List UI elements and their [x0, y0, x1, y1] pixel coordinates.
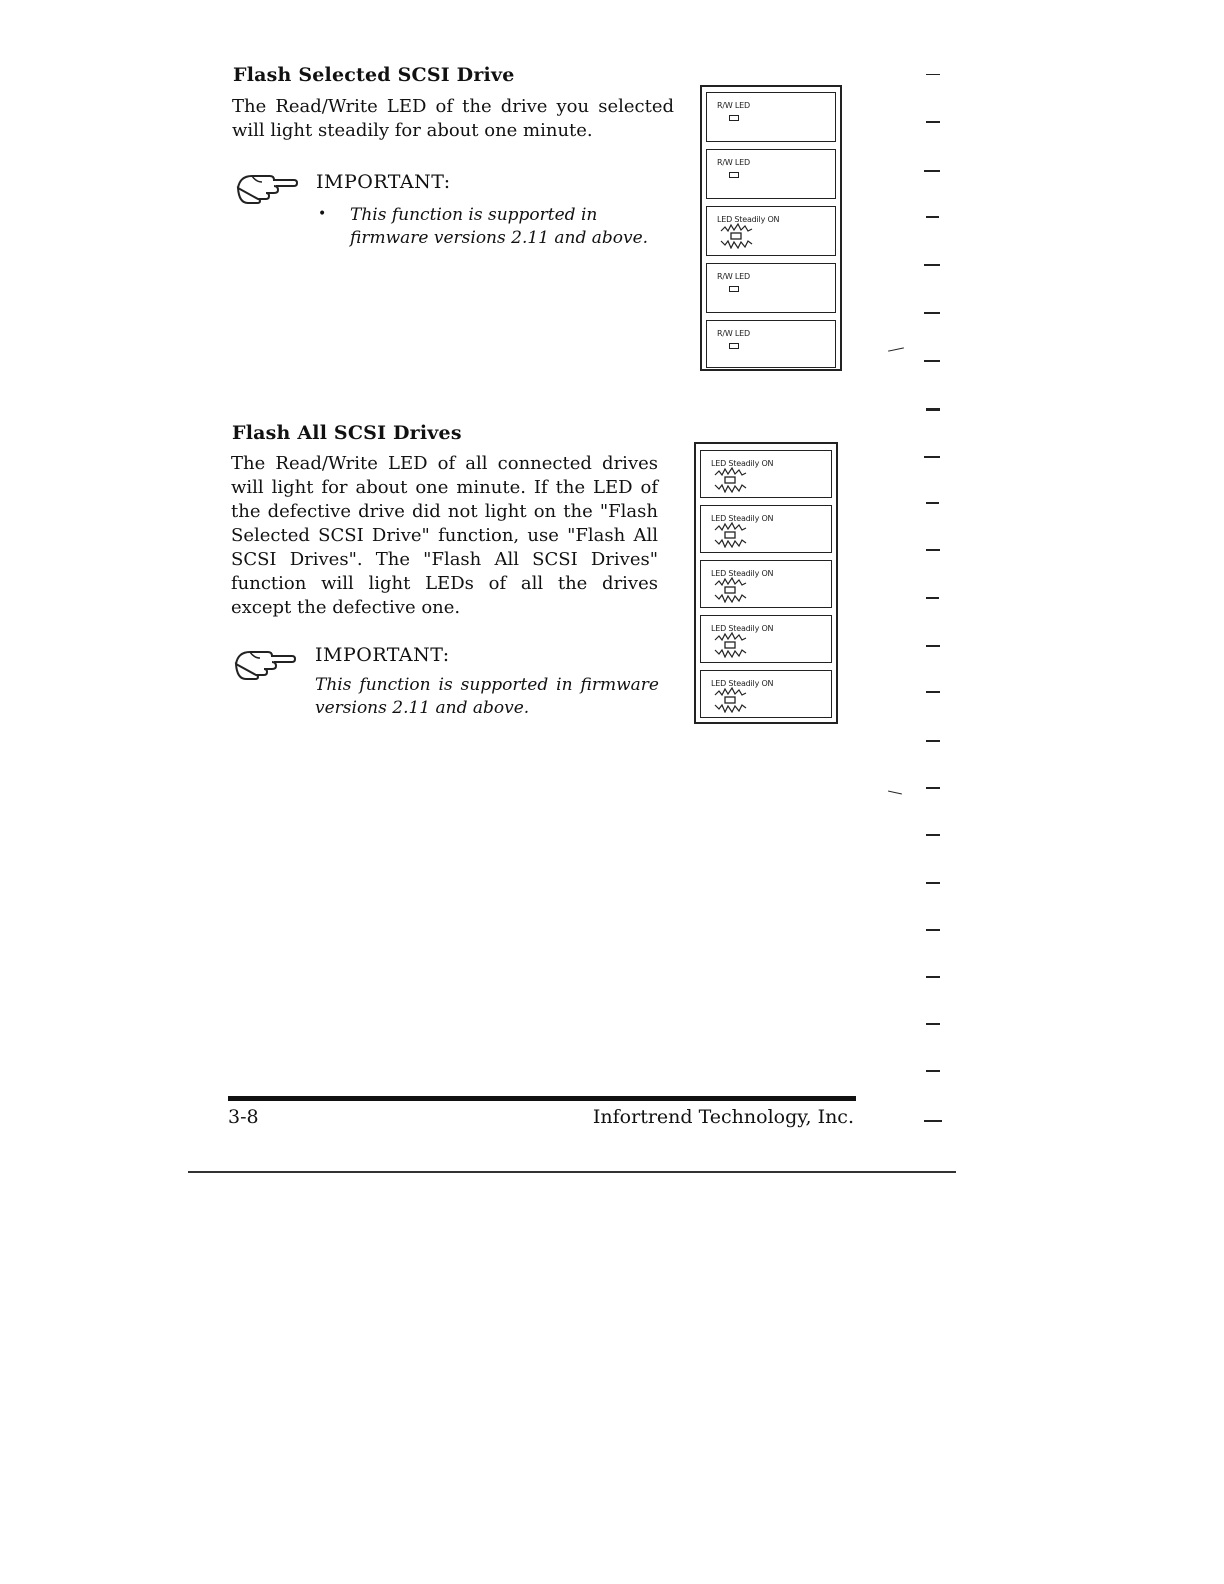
margin-tick — [888, 791, 902, 795]
led-burst-icon — [713, 467, 747, 493]
section2-important-label: IMPORTANT: — [315, 644, 450, 666]
drive-slot — [700, 670, 832, 718]
margin-tick — [924, 312, 940, 314]
led-burst-icon — [713, 687, 747, 713]
drive-label: LED Steadily ON — [711, 569, 774, 578]
led-burst-icon — [719, 223, 753, 249]
drive-enclosure-selected — [700, 85, 842, 371]
section2-note: This function is supported in firmware versions 2.11 and above. — [315, 675, 659, 718]
pointing-hand-icon — [236, 168, 298, 204]
margin-tick — [924, 456, 940, 458]
led-off-icon — [729, 172, 739, 178]
note-bullet: • — [318, 206, 327, 222]
margin-tick — [926, 787, 940, 789]
margin-tick — [926, 121, 940, 123]
drive-slot — [700, 450, 832, 498]
margin-tick — [926, 216, 939, 218]
section1-body: The Read/Write LED of the drive you selected will light steadily for about one minute. — [232, 96, 674, 141]
margin-tick — [926, 408, 940, 411]
led-burst-icon — [713, 522, 747, 548]
margin-tick — [926, 74, 940, 75]
margin-tick — [926, 691, 940, 693]
drive-slot — [700, 560, 832, 608]
margin-tick — [924, 170, 940, 172]
margin-tick — [926, 976, 940, 978]
margin-tick — [926, 1070, 940, 1072]
margin-tick — [926, 1023, 940, 1025]
led-off-icon — [729, 343, 739, 349]
footer-rule — [228, 1096, 856, 1101]
drive-label: LED Steadily ON — [711, 679, 774, 688]
margin-tick — [924, 360, 940, 362]
drive-label: LED Steadily ON — [711, 624, 774, 633]
company-name: Infortrend Technology, Inc. — [592, 1106, 854, 1128]
section2-heading: Flash All SCSI Drives — [232, 422, 462, 444]
margin-tick — [924, 264, 940, 266]
drive-slot-selected — [706, 206, 836, 256]
drive-slot — [700, 615, 832, 663]
drive-label: R/W LED — [717, 101, 750, 110]
margin-tick — [926, 834, 940, 836]
margin-tick — [926, 929, 940, 931]
drive-slot — [700, 505, 832, 553]
drive-label: LED Steadily ON — [711, 459, 774, 468]
drive-slot — [706, 149, 836, 199]
section2-body: The Read/Write LED of all connected drives will light for about one minute. If the LED of the defective drive did not light on the "Flash Selected SCSI Drive" function, use "Flash All SCSI Drives". The "Flash All SCSI Drives" function will light LEDs of all the drives except the defective one. — [231, 453, 658, 618]
drive-slot — [706, 263, 836, 313]
margin-tick — [926, 502, 939, 504]
margin-tick — [888, 347, 904, 351]
margin-tick — [926, 549, 940, 551]
drive-enclosure-all — [694, 442, 838, 724]
pointing-hand-icon — [234, 644, 296, 680]
margin-tick — [926, 597, 939, 599]
page-number: 3-8 — [228, 1106, 259, 1128]
drive-label: R/W LED — [717, 329, 750, 338]
led-off-icon — [729, 115, 739, 121]
drive-slot — [706, 92, 836, 142]
margin-tick — [926, 882, 940, 884]
drive-label: LED Steadily ON — [711, 514, 774, 523]
section1-important-label: IMPORTANT: — [316, 171, 451, 193]
section1-heading: Flash Selected SCSI Drive — [233, 64, 515, 86]
led-burst-icon — [713, 632, 747, 658]
margin-tick — [926, 645, 940, 647]
drive-label: R/W LED — [717, 158, 750, 167]
margin-tick — [926, 740, 940, 742]
drive-label: R/W LED — [717, 272, 750, 281]
led-off-icon — [729, 286, 739, 292]
page-bottom-rule — [188, 1171, 956, 1173]
section1-note: This function is supported in firmware versions 2.11 and above. — [350, 205, 649, 248]
drive-label: LED Steadily ON — [717, 215, 780, 224]
margin-tick — [924, 1120, 942, 1122]
led-burst-icon — [713, 577, 747, 603]
drive-slot — [706, 320, 836, 368]
